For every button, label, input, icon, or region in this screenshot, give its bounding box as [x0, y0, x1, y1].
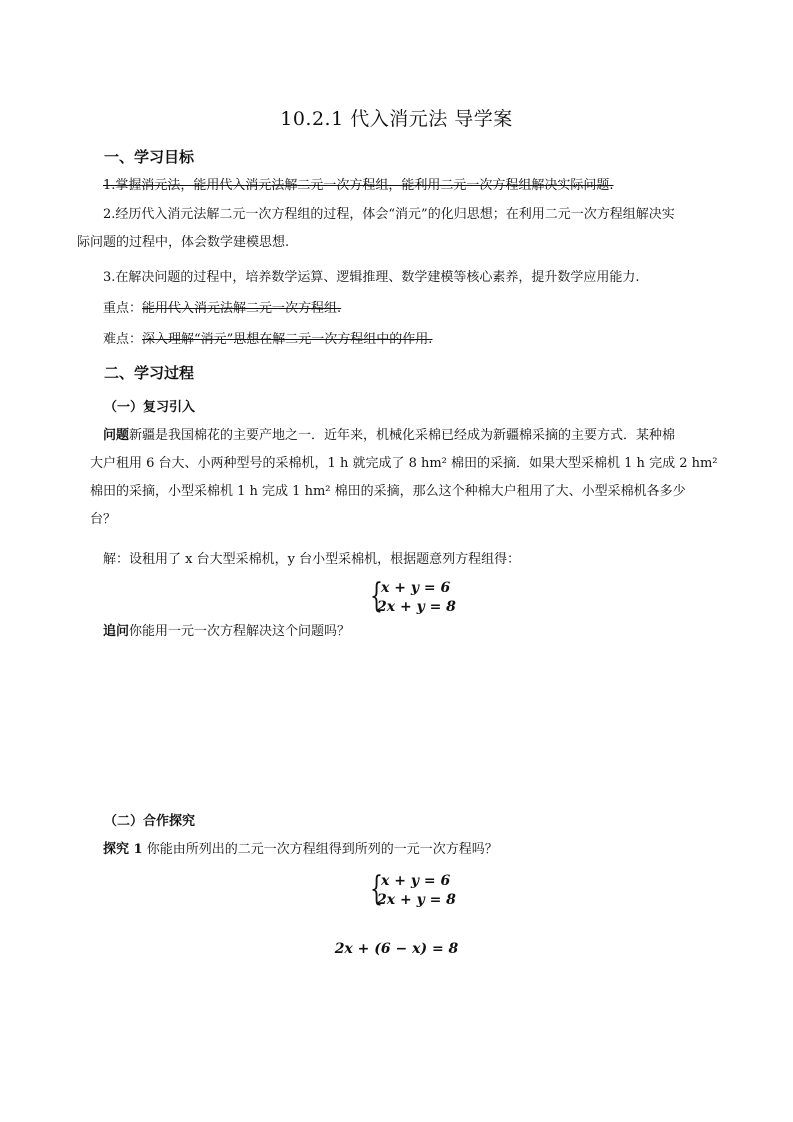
objective-2-line1: 2.经历代入消元法解二元一次方程组的过程，体会“消元”的化归思想；在利用二元一次方程组解决实	[103, 207, 675, 222]
equation-1b: 2x + y = 8	[377, 599, 456, 615]
problem-line4: 台？	[90, 512, 117, 527]
problem-paragraph	[90, 422, 730, 534]
explore-question	[90, 836, 730, 864]
subsection-heading-review: （一）复习引入	[104, 400, 196, 415]
objective-1	[90, 172, 730, 200]
key-point-label: 重点：	[103, 301, 143, 316]
followup-text: 你能用一元一次方程解决这个问题吗？	[129, 624, 351, 639]
equation-1a: x + y = 6	[381, 580, 451, 596]
section-heading-process: 二、学习过程	[104, 364, 195, 382]
objective-3: 3.在解决问题的过程中，培养数学运算、逻辑推理、数学建模等核心素养，提升数学应用能力.	[103, 270, 640, 285]
followup-question	[90, 618, 730, 646]
brace-symbol: {	[370, 869, 383, 909]
subsection-heading-explore: （二）合作探究	[104, 814, 196, 829]
section-heading-objectives: 一、学习目标	[104, 148, 195, 166]
difficult-point-text: 深入理解“消元”思想在解二元一次方程组中的作用.	[142, 332, 433, 347]
brace-symbol: {	[370, 576, 383, 616]
problem-line1: 新疆是我国棉花的主要产地之一．近年来，机械化采棉已经成为新疆棉采摘的主要方式．某种棉	[129, 428, 676, 443]
explore-text: 你能由所列出的二元一次方程组得到所列的一元一次方程吗？	[142, 842, 498, 857]
difficult-point	[90, 326, 730, 354]
problem-label: 问题	[103, 428, 130, 443]
key-point-text: 能用代入消元法解二元一次方程组.	[142, 301, 342, 316]
explore-label: 探究 1	[103, 842, 143, 857]
solution-line: 解：设租用了 x 台大型采棉机，y 台小型采棉机，根据题意列方程组得：	[103, 552, 521, 567]
followup-label: 追问	[103, 624, 130, 639]
substituted-equation: 2x + (6 − x) = 8	[334, 941, 459, 957]
equation-2a: x + y = 6	[381, 873, 451, 889]
equation-2b: 2x + y = 8	[377, 892, 456, 908]
problem-line3: 棉田的采摘，小型采棉机 1 h 完成 1 hm² 棉田的采摘，那么这个种棉大户租用了大、小型采棉机各多少	[90, 484, 686, 499]
equation-system-2	[370, 869, 460, 913]
objective-1-text: 1.掌握消元法，能用代入消元法解二元一次方程组，能利用二元一次方程组解决实际问题.	[103, 178, 614, 193]
objective-2	[77, 201, 730, 257]
equation-system-1	[370, 576, 460, 620]
problem-line2: 大户租用 6 台大、小两种型号的采棉机，1 h 就完成了 8 hm² 棉田的采摘．如果大型采棉机 1 h 完成 2 hm²	[90, 456, 718, 471]
page-title: 10.2.1 代入消元法 导学案	[280, 108, 513, 130]
difficult-point-label: 难点：	[103, 332, 143, 347]
key-point	[90, 295, 730, 323]
objective-2-line2: 际问题的过程中，体会数学建模思想.	[77, 235, 290, 250]
